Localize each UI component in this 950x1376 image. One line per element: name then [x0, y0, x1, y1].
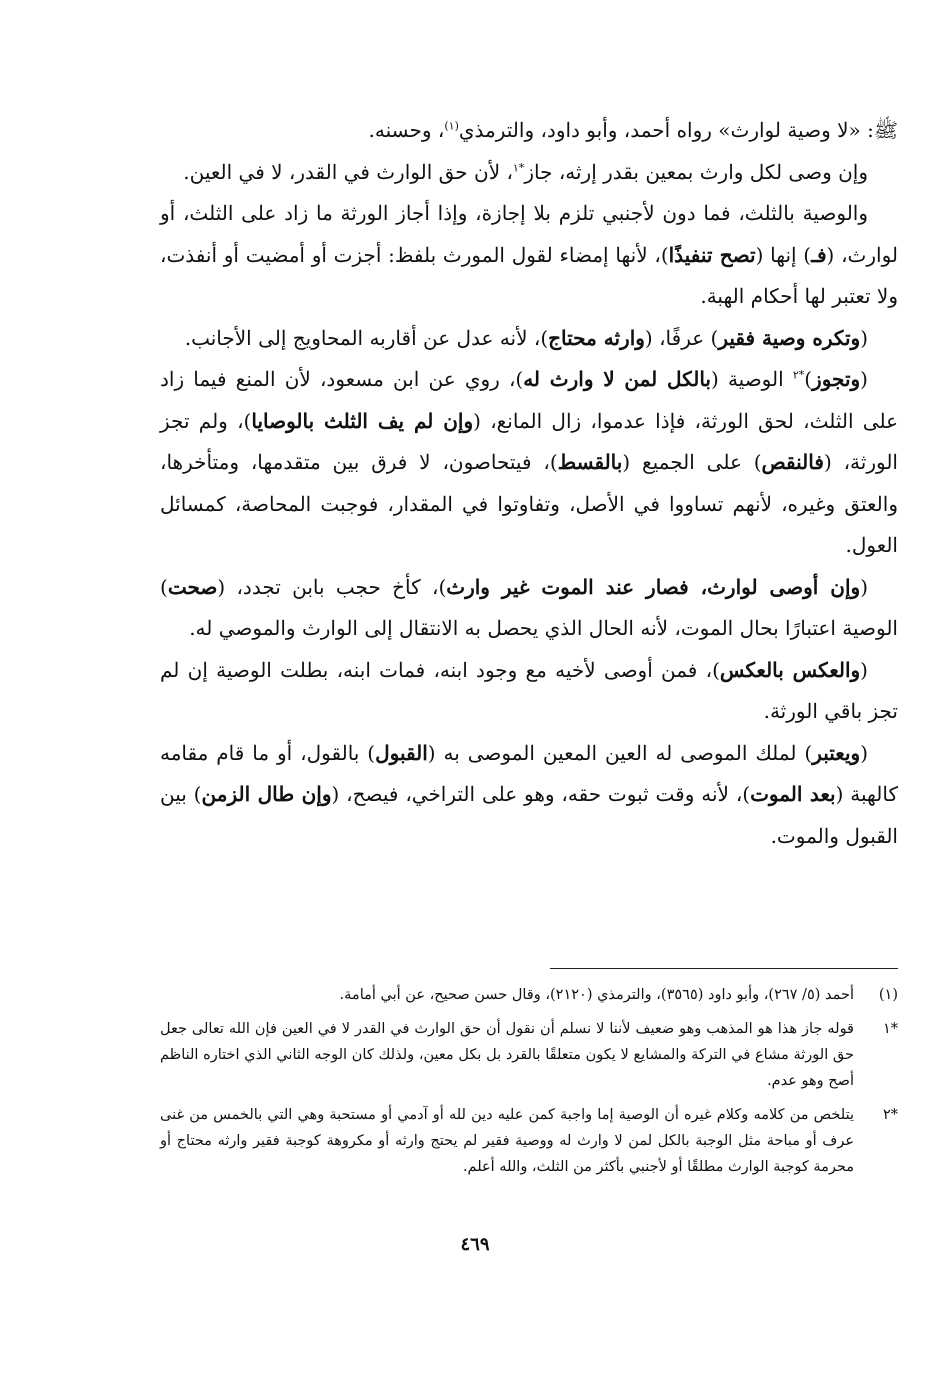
footnote-mark: *١ — [882, 1021, 898, 1037]
footnote-ref-star-1[interactable]: *١ — [512, 160, 525, 174]
paragraph-5: (وتجوز)$^{*٢}$ الوصية (بالكل لمن لا وارث له)، روي عن ابن مسعود، لأن المنع فيما زاد على الثلث، لحق الورثة، فإذا عدموا، زال المانع، (وإن لم يف الثلث بالوصايا)، ولم تجز الورثة، (فالنقص) على الجميع (بالقسط)، فيتحاصون، لا فرق بين متقدمها، ومتأخرها، والعتق وغيره، لأنهم تساووا في الأصل، وتفاوتوا في المقدار، فوجبت المحاصة، كمسائل العول. — [160, 367, 898, 557]
footnote-ref-1[interactable]: (١) — [444, 119, 459, 133]
paragraph-4: (وتكره وصية فقير) عرفًا، (وارثه محتاج)، لأنه عدل عن أقاربه المحاويج إلى الأجانب. — [184, 325, 868, 350]
paragraph-2: وإن وصى لكل وارث بمعين بقدر إرثه، جاز$^{*١}$، لأن حق الوارث في القدر، لا في العين. — [183, 159, 868, 184]
footnote-text: قوله جاز هذا هو المذهب وهو ضعيف لأننا لا نسلم أن نقول أن حق الوارث في القدر لا في العين فإن الله تعالى جعل حق الورثة مشاع في التركة والمشايع لا يكون متعلقًا بالقرد بل بكل معين، ولذلك كان الوجه الثاني الذي اختاره الناظم أصح وهو عدم. — [160, 1021, 854, 1089]
main-text — [160, 110, 898, 857]
footnotes — [160, 982, 898, 1188]
footnote-text: يتلخص من كلامه وكلام غيره أن الوصية إما واجبة كمن عليه دين لله أو آدمي أو مستحبة وهي التي بالخمس من غنى عرف أو مباحة مثل الوجبة بالكل لمن لا وارث له ووصية فقير لم يحتج وارثه أو مكروهة كوجبة فقير وارثه محتاج أو محرمة كوجبة الوارث مطلقًا أو لأجنبي بأكثر من الثلث، والله أعلم. — [160, 1107, 854, 1175]
footnote-1 — [160, 982, 898, 1008]
footnote-divider — [550, 968, 898, 969]
footnote-text: أحمد (٥/ ٢٦٧)، وأبو داود (٣٥٦٥)، والترمذي (٢١٢٠)، وقال حسن صحيح، عن أبي أمامة. — [339, 987, 854, 1003]
paragraph-7: (والعكس بالعكس)، فمن أوصى لأخيه مع وجود ابنه، فمات ابنه، بطلت الوصية إن لم تجز باقي الورثة. — [160, 657, 898, 723]
paragraph-8: (ويعتبر) لملك الموصى له العين المعين الموصى به (القبول) بالقول، أو ما قام مقامه كالهبة (بعد الموت)، لأنه وقت ثبوت حقه، وهو على التراخي، فيصح، (وإن طال الزمن) بين القبول والموت. — [160, 740, 898, 848]
footnote-ref-star-2[interactable]: *٢ — [792, 368, 805, 382]
footnote-star-1 — [160, 1016, 898, 1094]
paragraph-6: (وإن أوصى لوارث، فصار عند الموت غير وارث)، كأخ حجب بابن تجدد، (صحت) الوصية اعتبارًا بحال الموت، لأنه الحال الذي يحصل به الانتقال إلى الوارث والموصي له. — [160, 574, 898, 640]
paragraph-3: والوصية بالثلث، فما دون لأجنبي تلزم بلا إجازة، وإذا أجاز الورثة ما زاد على الثلث، أو لوارث، (فـ) إنها (تصح تنفيذًا)، لأنها إمضاء لقول المورث بلفظ: أجزت أو أمضيت أو أنفذت، ولا تعتبر لها أحكام الهبة. — [160, 201, 898, 308]
footnote-mark: *٢ — [882, 1107, 898, 1123]
footnote-star-2 — [160, 1102, 898, 1180]
page-number: ٤٦٩ — [460, 1234, 490, 1255]
footnote-mark: (١) — [878, 987, 898, 1003]
paragraph-1: ﷺ: «لا وصية لوارث» رواه أحمد، وأبو داود، والترمذي$^{(١)}$، وحسنه. — [368, 118, 898, 142]
